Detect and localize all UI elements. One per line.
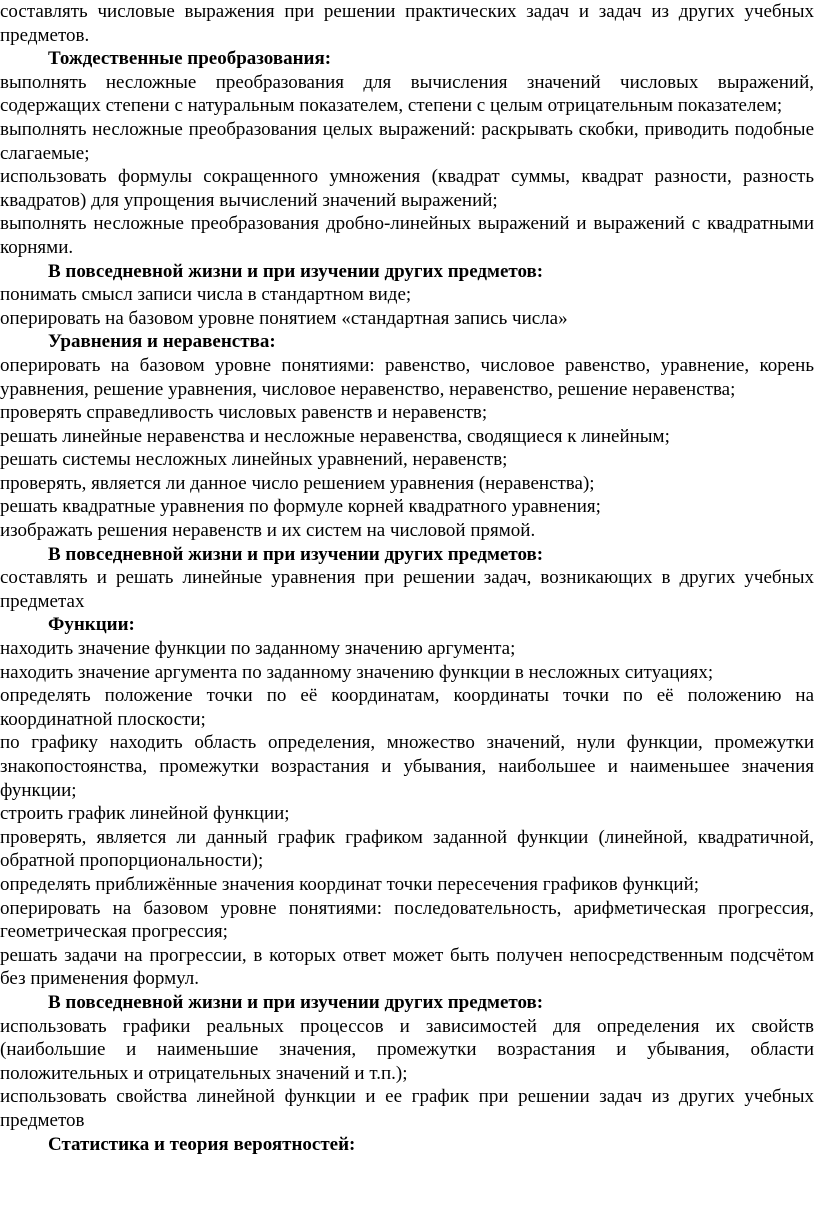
paragraph: выполнять несложные преобразования дробно-линейных выражений и выражений с квадратными корнями. (0, 213, 814, 258)
section-heading-functions: Функции: (48, 614, 135, 636)
paragraph: составлять числовые выражения при решении практических задач и задач из других учебных предметов. (0, 1, 814, 46)
paragraph: использовать графики реальных процессов и зависимостей для определения их свойств (наибольшие и наименьшие значения, промежутки возрастания и убывания, области положительных и отрицательных значений и т.п.); (0, 1015, 814, 1084)
section-heading-identity-transformations: Тождественные преобразования: (48, 48, 332, 70)
paragraph: находить значение функции по заданному значению аргумента; (0, 638, 516, 660)
paragraph: составлять и решать линейные уравнения при решении задач, возникающих в других учебных предметах (0, 567, 814, 612)
paragraph: решать квадратные уравнения по формуле корней квадратного уравнения; (0, 496, 601, 518)
paragraph: находить значение аргумента по заданному значению функции в несложных ситуациях; (0, 661, 714, 683)
paragraph: оперировать на базовом уровне понятиями: равенство, числовое равенство, уравнение, корень уравнения, решение уравнения, числовое неравенство, неравенство, решение неравенства; (0, 354, 814, 400)
paragraph: выполнять несложные преобразования целых выражений: раскрывать скобки, приводить подобные слагаемые; (0, 118, 814, 164)
section-heading-everyday-life: В повседневной жизни и при изучении других предметов: (48, 260, 544, 282)
paragraph: оперировать на базовом уровне понятиями: последовательность, арифметическая прогрессия, геометрическая прогрессия; (0, 897, 814, 943)
paragraph: определять положение точки по её координатам, координаты точки по её положению на координатной плоскости; (0, 685, 814, 730)
paragraph: по графику находить область определения, множество значений, нули функции, промежутки знакопостоянства, промежутки возрастания и убывания, наибольшее и наименьшее значения функции; (0, 732, 814, 801)
paragraph: изображать решения неравенств и их систем на числовой прямой. (0, 520, 536, 542)
paragraph: решать системы несложных линейных уравнений, неравенств; (0, 449, 508, 471)
paragraph: определять приближённые значения координат точки пересечения графиков функций; (0, 873, 700, 895)
paragraph: использовать свойства линейной функции и ее график при решении задач из других учебных предметов (0, 1086, 814, 1131)
paragraph: решать задачи на прогрессии, в которых ответ может быть получен непосредственным подсчётом без применения формул. (0, 944, 814, 990)
paragraph: оперировать на базовом уровне понятием «стандартная запись числа» (0, 307, 568, 329)
paragraph: выполнять несложные преобразования для вычисления значений числовых выражений, содержащих степени с натуральным показателем, степени с целым отрицательным показателем; (0, 71, 814, 117)
paragraph: использовать формулы сокращенного умножения (квадрат суммы, квадрат разности, разность квадратов) для упрощения вычислений значений выражений; (0, 166, 814, 211)
section-heading-equations-inequalities: Уравнения и неравенства: (48, 331, 276, 353)
section-heading-everyday-life: В повседневной жизни и при изучении других предметов: (48, 991, 544, 1013)
paragraph: решать линейные неравенства и несложные неравенства, сводящиеся к линейным; (0, 425, 670, 447)
paragraph: понимать смысл записи числа в стандартном виде; (0, 284, 412, 306)
paragraph: строить график линейной функции; (0, 803, 290, 825)
section-heading-everyday-life: В повседневной жизни и при изучении других предметов: (48, 543, 544, 565)
paragraph: проверять, является ли данный график графиком заданной функции (линейной, квадратичной, обратной пропорциональности); (0, 826, 814, 872)
paragraph: проверять справедливость числовых равенств и неравенств; (0, 402, 488, 424)
section-heading-statistics-probability: Статистика и теория вероятностей: (48, 1133, 356, 1155)
paragraph: проверять, является ли данное число решением уравнения (неравенства); (0, 472, 595, 494)
